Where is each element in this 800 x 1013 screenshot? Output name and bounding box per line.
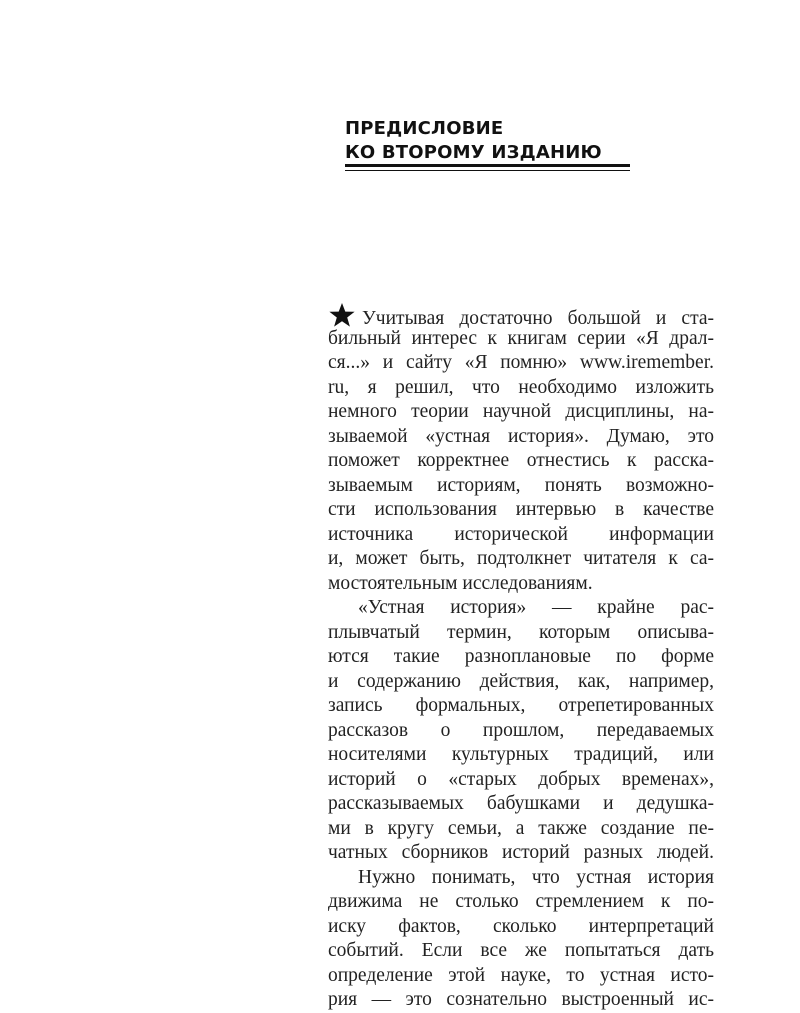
text-line: ся...» и сайту «Я помню» www.iremember. (328, 352, 714, 373)
text-line (328, 302, 714, 327)
text-line: рассказов о прошлом, передаваемых (328, 719, 714, 741)
text-line: иску фактов, сколько интерпретаций (328, 915, 714, 937)
text-line: источника исторической информации (328, 523, 714, 545)
text-line: «Устная история» — крайне рас- (358, 597, 714, 618)
text-line-content: Учитывая достаточно большой и ста- (362, 308, 714, 329)
heading-rule-thick (345, 164, 630, 167)
text-line: чатных сборников историй разных людей. (328, 842, 714, 863)
text-line: ются такие разноплановые по форме (328, 646, 714, 667)
text-line: ru, я решил, что необходимо изложить (328, 376, 714, 398)
text-line: определение этой науке, то устная исто- (328, 964, 714, 986)
text-line: запись формальных, отрепетированных (328, 695, 714, 716)
text-line: зываемым историям, понять возможно- (328, 474, 714, 496)
text-line: Нужно понимать, что устная история (358, 866, 714, 888)
text-line: рассказываемых бабушками и дедушка- (328, 793, 714, 814)
text-line: носителями культурных традиций, или (328, 744, 714, 765)
text-line: сти использования интервью в качестве (328, 499, 714, 520)
black-star-icon (328, 302, 356, 328)
body-text (328, 302, 714, 1013)
heading-line-2: КО ВТОРОМУ ИЗДАНИЮ (345, 142, 602, 163)
text-line: и содержанию действия, как, например, (328, 670, 714, 692)
heading-rule-thin (345, 170, 630, 171)
text-line: бильный интерес к книгам серии «Я драл- (328, 327, 714, 349)
text-line: и, может быть, подтолкнет читателя к са- (328, 548, 714, 569)
section-heading (345, 117, 602, 165)
text-line: историй о «старых добрых временах», (328, 768, 714, 790)
text-line: мостоятельным исследованиям. (328, 572, 593, 594)
text-line: рия — это сознательно выстроенный ис- (328, 989, 714, 1010)
text-line: событий. Если все же попытаться дать (328, 940, 714, 961)
text-line: ми в кругу семьи, а также создание пе- (328, 817, 714, 839)
text-line: движима не столько стремлением к по- (328, 891, 714, 912)
text-line: зываемой «устная история». Думаю, это (328, 425, 714, 447)
text-line: плывчатый термин, которым описыва- (328, 621, 714, 643)
text-line: поможет корректнее отнестись к расска- (328, 450, 714, 471)
heading-line-1: ПРЕДИСЛОВИЕ (345, 118, 504, 139)
text-line: немного теории научной дисциплины, на- (328, 401, 714, 422)
